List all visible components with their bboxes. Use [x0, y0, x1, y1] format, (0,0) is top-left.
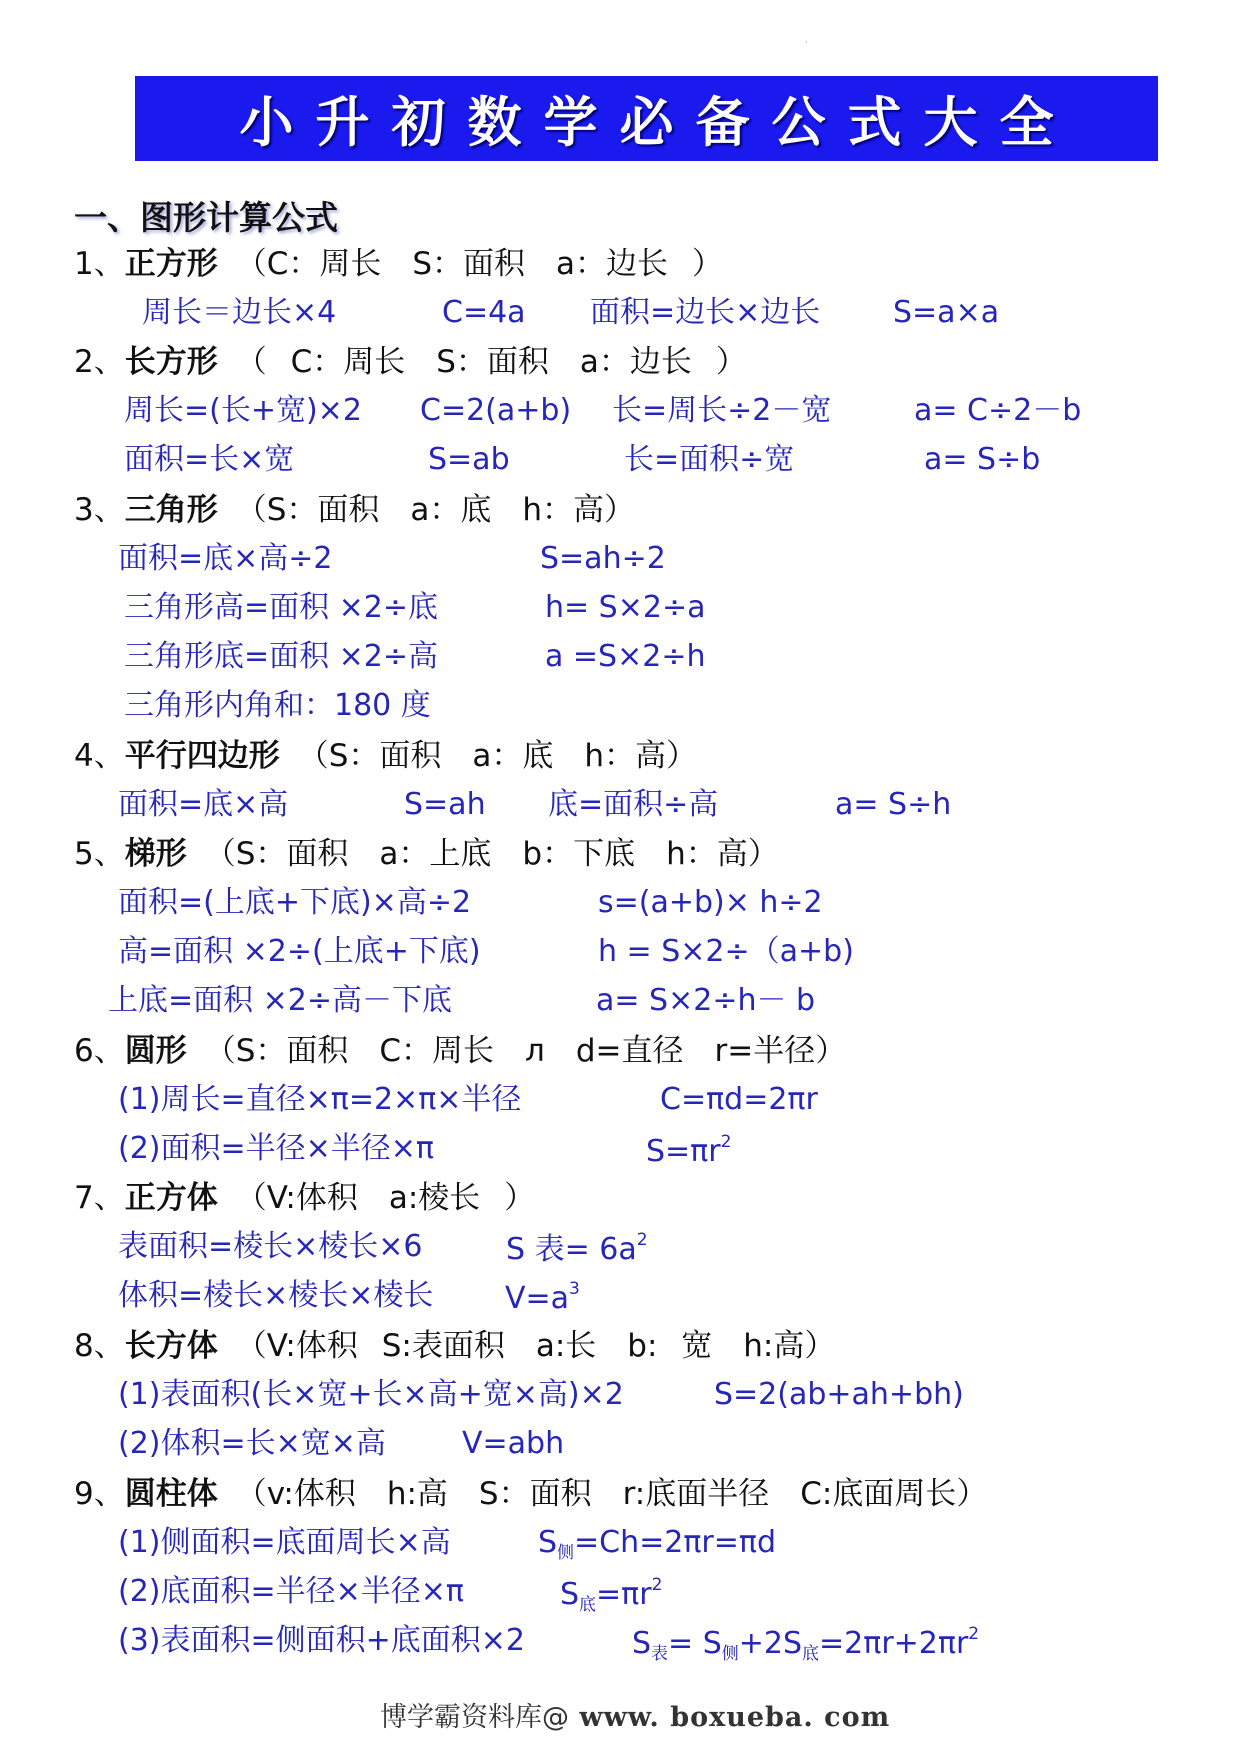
superscript: 2 — [636, 1230, 648, 1250]
formula-symbol: C=πd=2πr — [660, 1082, 818, 1117]
formula-symbol: h= S×2÷a — [545, 590, 706, 625]
formula-text: 长=面积÷宽 — [624, 442, 795, 477]
formula-symbol: $S_表= S_侧+2S_底=2\pi r+2\pi r^2$ — [632, 1624, 980, 1664]
subscript: 侧 — [721, 1644, 739, 1664]
superscript: 3 — [569, 1279, 580, 1299]
subscript: 侧 — [557, 1543, 575, 1563]
formula-text: 高=面积 ×2÷(上底+下底) — [118, 934, 481, 969]
formula-symbol: a =S×2÷h — [545, 639, 706, 674]
formula-text: (1)表面积(长×宽+长×高+宽×高)×2 — [118, 1377, 624, 1412]
item-heading: 3、三角形 （S：面积 a：底 h：高） — [74, 492, 636, 528]
formula-text: 表面积=棱长×棱长×6 — [118, 1229, 423, 1264]
formula-symbol: C=4a — [442, 295, 526, 330]
formula-symbol: C=2(a+b) — [420, 393, 572, 428]
footer-url: www. boxueba. com — [569, 1702, 891, 1733]
formula-symbol: $S_底=\pi r^2$ — [560, 1575, 663, 1615]
formula-symbol: V=abh — [462, 1426, 565, 1461]
formula-symbol: $S_侧=Ch=2\pi r=\pi d$ — [538, 1525, 777, 1563]
superscript: 2 — [968, 1624, 980, 1644]
formula-text: 周长=(长+宽)×2 — [124, 393, 362, 428]
superscript: 2 — [720, 1132, 732, 1152]
subscript: 底 — [802, 1644, 820, 1664]
formula-text: (3)表面积=侧面积+底面积×2 — [118, 1623, 525, 1658]
item-heading: 8、长方体 （V:体积 S:表面积 a:长 b: 宽 h:高） — [74, 1328, 836, 1364]
title-banner — [135, 76, 1158, 161]
formula-symbol: S=a×a — [893, 295, 1000, 330]
formula-text: 面积=(上底+下底)×高÷2 — [118, 885, 472, 920]
formula-symbol: S=ab — [428, 442, 510, 477]
item-heading: 6、圆形 （S：面积 C：周长 л d=直径 r=半径） — [74, 1033, 847, 1069]
formula-text: 上底=面积 ×2÷高－下底 — [108, 983, 453, 1018]
footer-label: 博学霸资料库@ — [380, 1702, 569, 1733]
formula-text: 面积=底×高 — [118, 787, 289, 822]
item-heading: 4、平行四边形 （S：面积 a：底 h：高） — [74, 738, 698, 774]
formula-symbol: S=ah — [404, 787, 486, 822]
scan-mark: · — [805, 38, 808, 47]
section-heading: 一、图形计算公式 — [74, 198, 338, 237]
item-heading: 7、正方体 （V:体积 a:棱长 ） — [74, 1180, 536, 1216]
formula-text: (2)体积=长×宽×高 — [118, 1426, 386, 1461]
formula-symbol: $V=a^3$ — [505, 1279, 580, 1316]
formula-symbol: S 表= $6a^2$ — [506, 1230, 648, 1267]
formula-text: (2)面积=半径×半径×π — [118, 1131, 434, 1166]
formula-symbol: $S=\pi r^2$ — [646, 1132, 732, 1169]
formula-symbol: S=ah÷2 — [540, 541, 666, 576]
formula-symbol: a= C÷2－b — [914, 393, 1082, 428]
formula-text: (2)底面积=半径×半径×π — [118, 1574, 464, 1609]
formula-text: (1)周长=直径×π=2×π×半径 — [118, 1082, 522, 1117]
item-heading: 2、长方形 （ C：周长 S：面积 a：边长 ） — [74, 344, 747, 380]
formula-text: (1)侧面积=底面周长×高 — [118, 1525, 451, 1560]
subscript: 底 — [579, 1595, 597, 1615]
formula-text: 三角形高=面积 ×2÷底 — [124, 590, 439, 625]
formula-text: 面积=底×高÷2 — [118, 541, 333, 576]
formula-text: 体积=棱长×棱长×棱长 — [118, 1278, 434, 1313]
formula-text: 底=面积÷高 — [548, 787, 719, 822]
superscript: 2 — [651, 1575, 663, 1595]
formula-text: 三角形内角和：180 度 — [124, 688, 431, 723]
formula-text: 面积=边长×边长 — [590, 295, 821, 330]
formula-symbol: S=2(ab+ah+bh) — [714, 1377, 964, 1412]
formula-symbol: a= S×2÷h－ b — [596, 983, 816, 1018]
formula-symbol: s=(a+b)× h÷2 — [598, 885, 823, 920]
formula-symbol: a= S÷b — [924, 442, 1041, 477]
formula-text: 周长＝边长×4 — [142, 295, 337, 330]
footer-watermark — [380, 1695, 890, 1734]
page-title: 小升初数学必备公式大全 — [239, 91, 1076, 154]
formula-symbol: a= S÷h — [835, 787, 952, 822]
item-heading: 1、正方形 （C：周长 S：面积 a：边长 ） — [74, 246, 723, 282]
formula-text: 长=周长÷2－宽 — [612, 393, 832, 428]
item-heading: 5、梯形 （S：面积 a：上底 b：下底 h：高） — [74, 836, 779, 872]
item-heading: 9、圆柱体 （v:体积 h:高 S：面积 r:底面半径 C:底面周长） — [74, 1476, 988, 1512]
formula-symbol: h = S×2÷（a+b) — [598, 934, 854, 969]
formula-text: 三角形底=面积 ×2÷高 — [124, 639, 439, 674]
formula-text: 面积=长×宽 — [124, 442, 295, 477]
subscript: 表 — [651, 1644, 669, 1664]
